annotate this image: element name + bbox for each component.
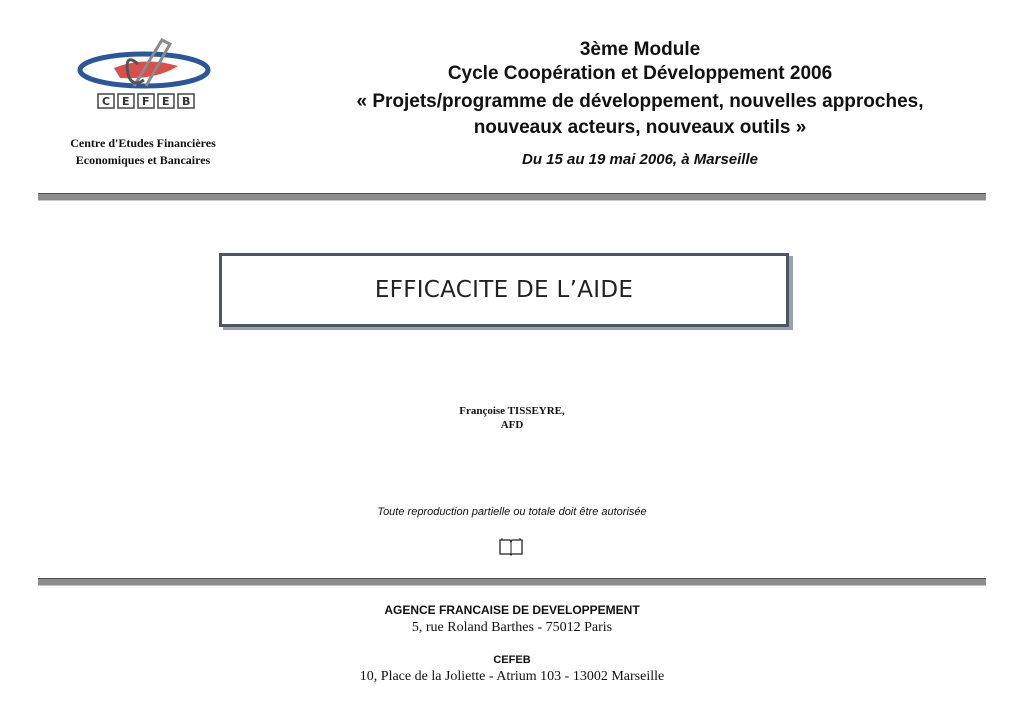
subject-line1: « Projets/programme de développement, nouvelles approches, [356,91,924,112]
module-heading: 3ème Module [579,39,701,60]
document-title: EFFICACITE DE L’AIDE [374,277,634,303]
reproduction-notice: Toute reproduction partielle ou totale doit être autorisée [377,506,647,518]
title-box [219,253,789,327]
cefeb-logo [74,34,216,114]
header-rule [38,193,986,200]
event-dates: Du 15 au 19 mai 2006, à Marseille [522,151,758,168]
cefeb-address: 10, Place de la Joliette - Atrium 103 - 13002 Marseille [359,669,665,684]
org-name-line1: Centre d'Etudes Financières [70,136,216,150]
footer-rule [38,578,986,585]
logo-letter-b: B [182,95,191,108]
subject-line2: nouveaux acteurs, nouveaux outils » [473,117,807,138]
author-organization: AFD [500,419,524,431]
org-name-line2: Economiques et Bancaires [75,153,211,167]
agency-name: AGENCE FRANCAISE DE DEVELOPPEMENT [384,603,640,617]
logo-letter-c: C [102,95,111,108]
open-book-icon [498,537,524,557]
cefeb-name: CEFEB [493,654,531,666]
agency-address: 5, rue Roland Barthes - 75012 Paris [411,620,613,635]
logo-letter-f: F [142,95,150,108]
logo-letter-e1: E [122,95,130,108]
cycle-heading: Cycle Coopération et Développement 2006 [447,63,833,84]
logo-letter-e2: E [162,95,170,108]
author-name: Françoise TISSEYRE, [459,405,565,417]
